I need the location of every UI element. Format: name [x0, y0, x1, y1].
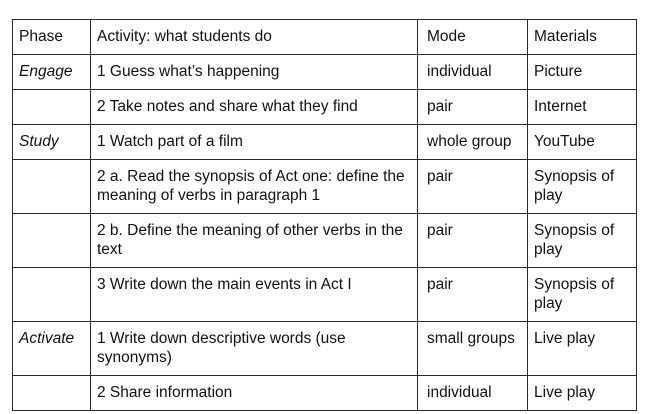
materials-cell: Picture [528, 55, 637, 90]
header-phase: Phase [13, 20, 91, 55]
mode-cell: pair [418, 214, 528, 268]
phase-cell: Study [13, 125, 91, 160]
activity-cell: 2 Share information [91, 376, 418, 411]
materials-cell: Synopsis of play [528, 160, 637, 214]
phase-cell [13, 376, 91, 411]
phase-cell [13, 214, 91, 268]
lesson-plan-table [12, 19, 637, 411]
activity-cell: 2 a. Read the synopsis of Act one: define the meaning of verbs in paragraph 1 [91, 160, 418, 214]
activity-cell: 2 b. Define the meaning of other verbs in the text [91, 214, 418, 268]
mode-cell: pair [418, 268, 528, 322]
mode-cell: individual [418, 376, 528, 411]
header-activity: Activity: what students do [91, 20, 418, 55]
mode-cell: pair [418, 160, 528, 214]
header-materials: Materials [528, 20, 637, 55]
activity-cell: 1 Write down descriptive words (use synonyms) [91, 322, 418, 376]
table-row [13, 160, 637, 214]
header-row [13, 20, 637, 55]
table-row [13, 90, 637, 125]
materials-cell: YouTube [528, 125, 637, 160]
table-row [13, 268, 637, 322]
phase-cell: Activate [13, 322, 91, 376]
activity-cell: 2 Take notes and share what they find [91, 90, 418, 125]
table-row [13, 376, 637, 411]
materials-cell: Synopsis of play [528, 268, 637, 322]
phase-cell [13, 160, 91, 214]
activity-cell: 1 Guess what’s happening [91, 55, 418, 90]
materials-cell: Synopsis of play [528, 214, 637, 268]
table-row [13, 125, 637, 160]
table-row [13, 214, 637, 268]
mode-cell: individual [418, 55, 528, 90]
activity-cell: 3 Write down the main events in Act I [91, 268, 418, 322]
header-mode: Mode [418, 20, 528, 55]
table-row [13, 55, 637, 90]
materials-cell: Live play [528, 322, 637, 376]
mode-cell: pair [418, 90, 528, 125]
activity-cell: 1 Watch part of a film [91, 125, 418, 160]
table-row [13, 322, 637, 376]
mode-cell: whole group [418, 125, 528, 160]
phase-cell [13, 268, 91, 322]
materials-cell: Internet [528, 90, 637, 125]
mode-cell: small groups [418, 322, 528, 376]
materials-cell: Live play [528, 376, 637, 411]
phase-cell [13, 90, 91, 125]
phase-cell: Engage [13, 55, 91, 90]
